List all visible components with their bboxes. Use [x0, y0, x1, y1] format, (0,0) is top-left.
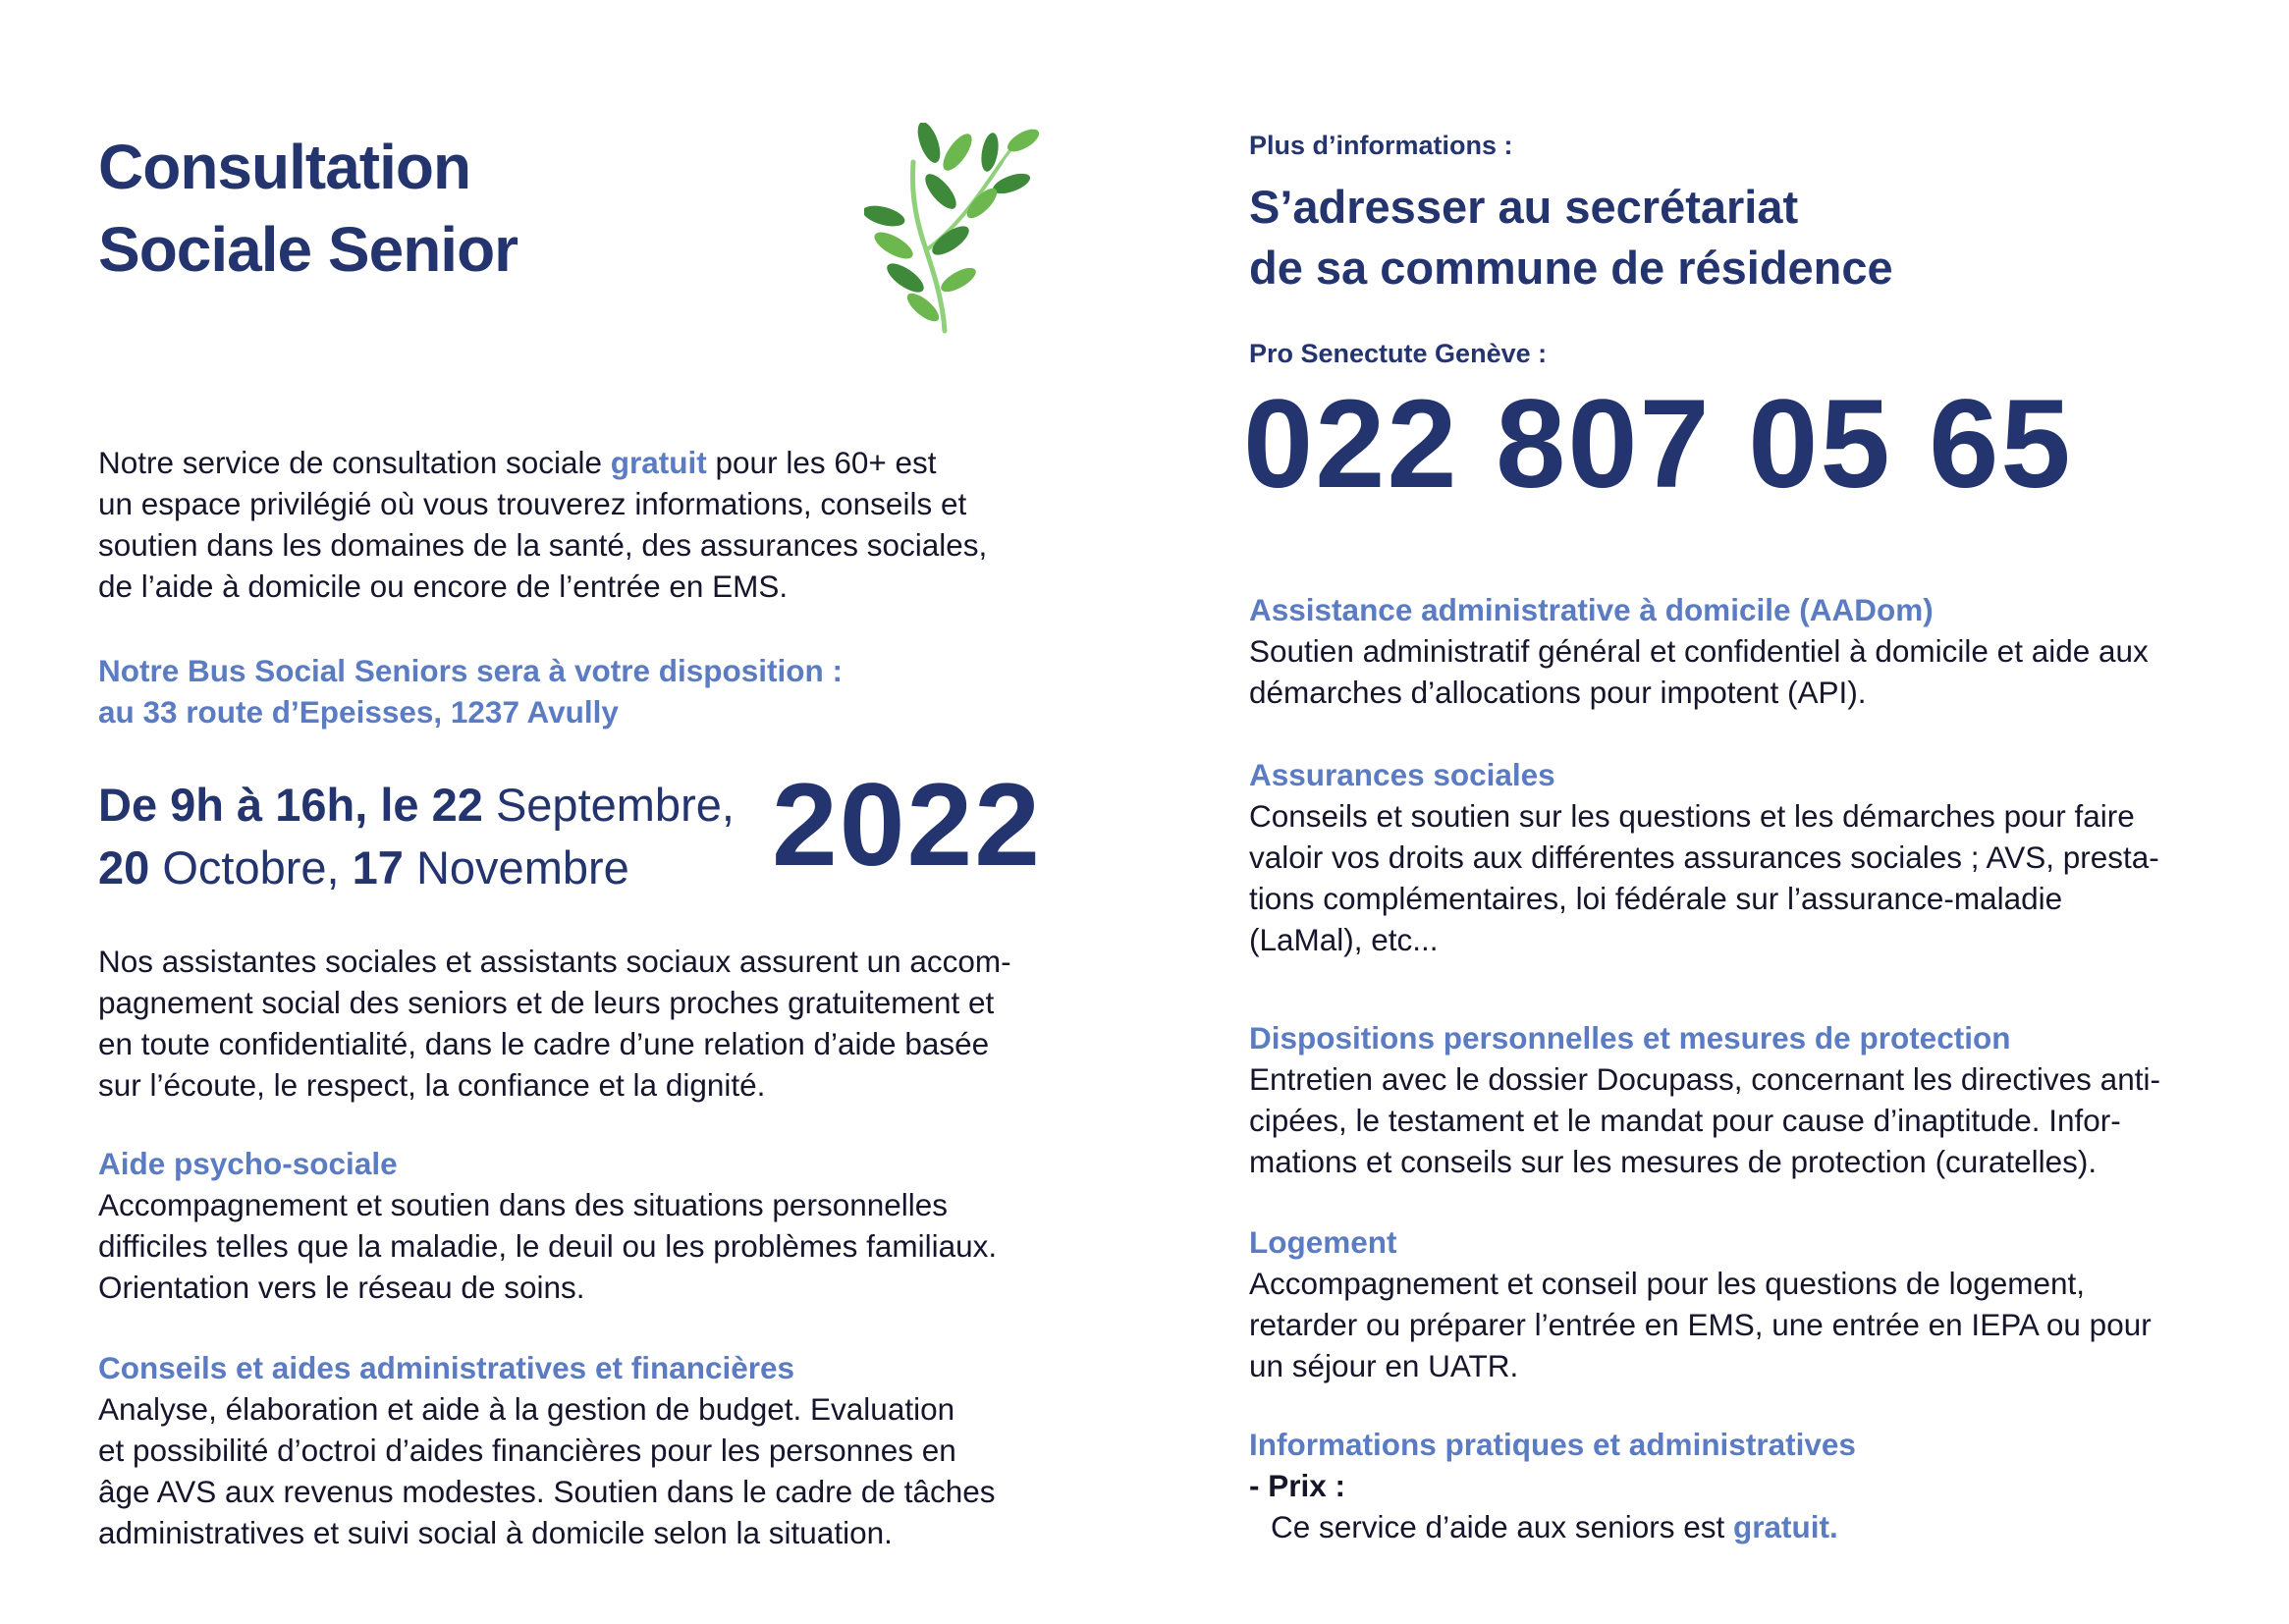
- dates-part-1: De 9h à 16h, le 22: [98, 779, 483, 831]
- conseils-aides-line: administratives et suivi social à domicile selon la situation.: [98, 1515, 893, 1550]
- aide-psycho-line: Orientation vers le réseau de soins.: [98, 1270, 585, 1305]
- more-info-label: Plus d’informations :: [1249, 131, 1513, 160]
- aide-psycho-heading: Aide psycho-sociale: [98, 1146, 398, 1181]
- intro-line-3: soutien dans les domaines de la santé, des assurances sociales,: [98, 527, 988, 563]
- title-line-1: Consultation: [98, 132, 471, 202]
- dispositions-line: Entretien avec le dossier Docupass, concernant les directives anti-: [1249, 1061, 2160, 1097]
- dispositions-section: [1249, 1017, 2231, 1182]
- dates-part-6: Novembre: [403, 841, 629, 893]
- intro-text-end: pour les 60+ est: [706, 445, 937, 480]
- conseils-aides-heading: Conseils et aides administratives et financières: [98, 1350, 795, 1385]
- logement-section: [1249, 1221, 2231, 1386]
- pro-senectute-label: Pro Senectute Genève :: [1249, 339, 1548, 368]
- aide-psycho-section: [98, 1143, 1061, 1308]
- secretariat-heading: [1249, 177, 1893, 298]
- dispositions-heading: Dispositions personnelles et mesures de protection: [1249, 1020, 2011, 1056]
- infos-pratiques-section: [1249, 1424, 2231, 1547]
- page-title: [98, 126, 786, 291]
- prix-text: [1249, 1506, 2231, 1547]
- assurances-line: (LaMal), etc...: [1249, 922, 1439, 957]
- conseils-aides-line: Analyse, élaboration et aide à la gestion de budget. Evaluation: [98, 1391, 955, 1427]
- aadom-heading: Assistance administrative à domicile (AADom): [1249, 592, 1934, 627]
- assurances-line: tions complémentaires, loi fédérale sur l’assurance-maladie: [1249, 881, 2063, 916]
- dates-block: [98, 774, 805, 899]
- dates-part-5: 17: [352, 841, 404, 893]
- phone-number[interactable]: 022 807 05 65: [1243, 374, 2073, 514]
- infos-pratiques-heading: Informations pratiques et administratives: [1249, 1427, 1856, 1462]
- accomp-line: Nos assistantes sociales et assistants sociaux assurent un accom-: [98, 944, 1011, 979]
- aadom-line: Soutien administratif général et confidentiel à domicile et aide aux: [1249, 633, 2149, 669]
- intro-paragraph: [98, 442, 1041, 607]
- assurances-section: [1249, 754, 2231, 960]
- aadom-line: démarches d’allocations pour impotent (API).: [1249, 675, 1867, 710]
- accomp-line: pagnement social des seniors et de leurs proches gratuitement et: [98, 985, 995, 1020]
- prix-text-start: Ce service d’aide aux seniors est: [1271, 1509, 1733, 1544]
- conseils-aides-line: et possibilité d’octroi d’aides financières pour les personnes en: [98, 1433, 956, 1468]
- bus-line-2: au 33 route d’Epeisses, 1237 Avully: [98, 694, 619, 730]
- aide-psycho-line: Accompagnement et soutien dans des situations personnelles: [98, 1187, 949, 1222]
- conseils-aides-section: [98, 1347, 1061, 1553]
- dispositions-line: cipées, le testament et le mandat pour cause d’inaptitude. Infor-: [1249, 1103, 2121, 1138]
- year: 2022: [772, 759, 1042, 891]
- aide-psycho-line: difficiles telles que la maladie, le deuil ou les problèmes familiaux.: [98, 1228, 998, 1264]
- dispositions-line: mations et conseils sur les mesures de protection (curatelles).: [1249, 1144, 2098, 1179]
- accomp-line: en toute confidentialité, dans le cadre d’une relation d’aide basée: [98, 1026, 990, 1061]
- logement-line: retarder ou préparer l’entrée en EMS, une entrée en IEPA ou pour: [1249, 1307, 2152, 1342]
- prix-label: - Prix :: [1249, 1468, 1346, 1503]
- intro-text-start: Notre service de consultation sociale: [98, 445, 611, 480]
- logement-line: Accompagnement et conseil pour les questions de logement,: [1249, 1266, 2086, 1301]
- dates-part-3: 20: [98, 841, 150, 893]
- prix-highlight: gratuit.: [1732, 1509, 1838, 1544]
- aadom-section: [1249, 589, 2231, 713]
- secretariat-line-2: de sa commune de résidence: [1249, 242, 1893, 294]
- logement-line: un séjour en UATR.: [1249, 1348, 1519, 1383]
- dates-part-4: Octobre,: [149, 841, 353, 893]
- accompagnement-paragraph: [98, 941, 1061, 1106]
- title-line-2: Sociale Senior: [98, 214, 518, 285]
- olive-branch-icon: [864, 123, 1051, 339]
- assurances-line: valoir vos droits aux différentes assurances sociales ; AVS, presta-: [1249, 839, 2159, 875]
- bus-line-1: Notre Bus Social Seniors sera à votre disposition :: [98, 653, 843, 688]
- intro-line-4: de l’aide à domicile ou encore de l’entrée en EMS.: [98, 568, 789, 604]
- secretariat-line-1: S’adresser au secrétariat: [1249, 181, 1799, 233]
- intro-highlight: gratuit: [610, 445, 707, 480]
- accomp-line: sur l’écoute, le respect, la confiance et la dignité.: [98, 1067, 766, 1103]
- bus-info: [98, 650, 1041, 732]
- dates-part-2: Septembre,: [482, 779, 735, 831]
- logement-heading: Logement: [1249, 1224, 1397, 1260]
- intro-line-2: un espace privilégié où vous trouverez informations, conseils et: [98, 486, 967, 521]
- assurances-line: Conseils et soutien sur les questions et les démarches pour faire: [1249, 798, 2135, 834]
- assurances-heading: Assurances sociales: [1249, 757, 1555, 792]
- conseils-aides-line: âge AVS aux revenus modestes. Soutien dans le cadre de tâches: [98, 1474, 996, 1509]
